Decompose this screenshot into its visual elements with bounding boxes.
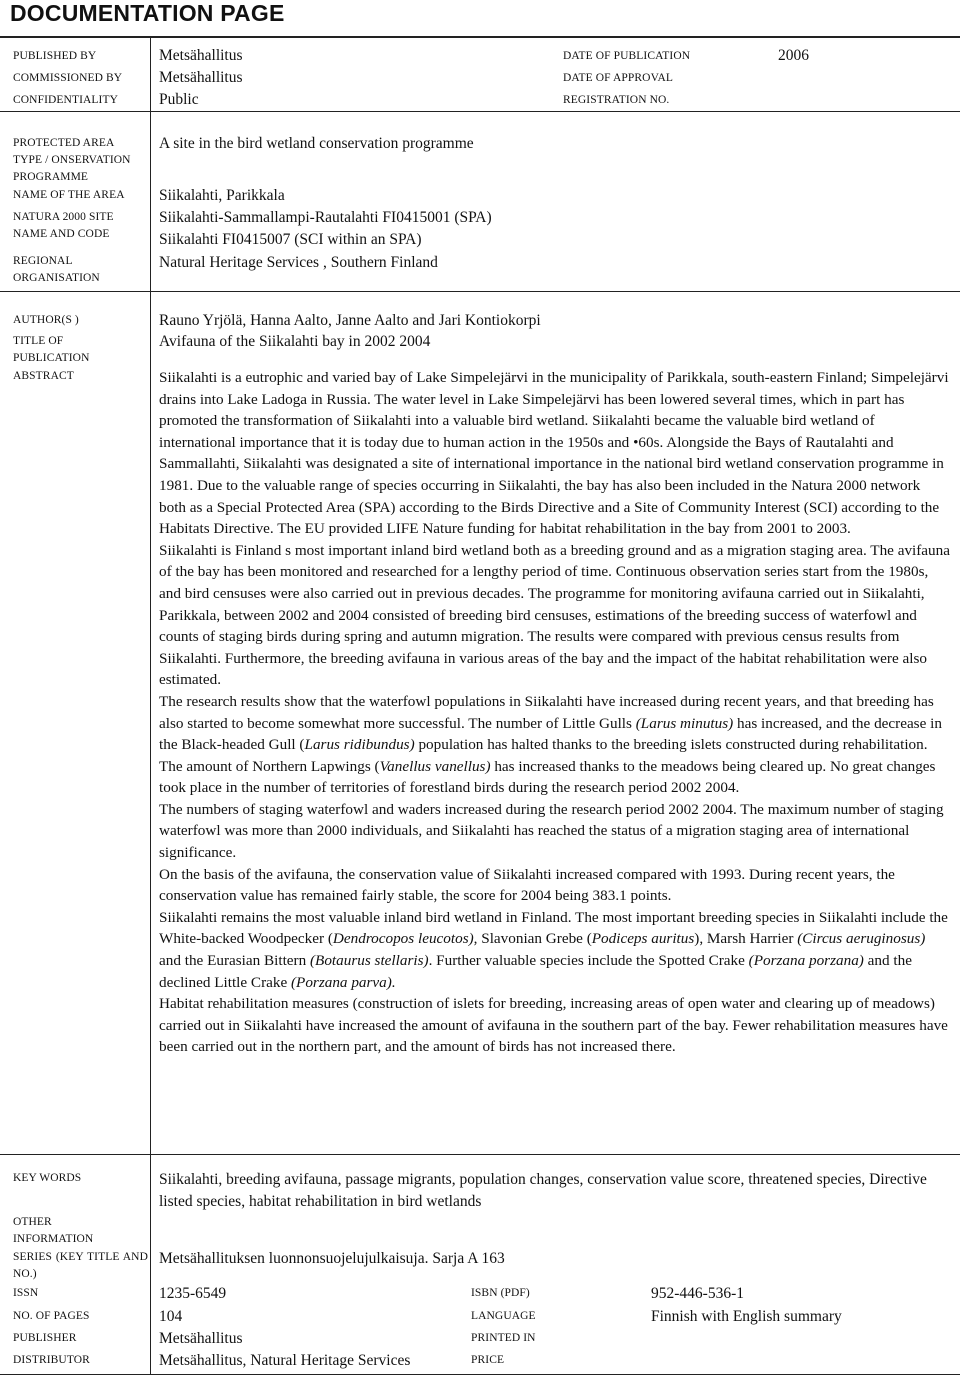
other-info-label: OTHER INFORMATION xyxy=(13,1216,94,1245)
abstract-paragraph: The numbers of staging waterfowl and waders increased during the research period 2002 2004. The maximum number of staging waterfowl was more than 2000 individuals, and Siikalahti has reached the status of a migration staging area of international significance. xyxy=(159,800,944,862)
title-value: Avifauna of the Siikalahti bay in 2002 2004 xyxy=(159,333,431,350)
regional-label: REGIONAL ORGANISATION xyxy=(13,255,100,284)
programme-label: PROTECTED AREA TYPE / ONSERVATION PROGRAMME xyxy=(13,137,131,183)
commissioned-by-label: COMMISSIONED BY xyxy=(13,72,123,84)
series-value: Metsähallituksen luonnonsuojelujulkaisuja. Sarja A 163 xyxy=(159,1250,505,1267)
keywords-label: KEY WORDS xyxy=(13,1172,82,1184)
abstract-paragraph: Habitat rehabilitation measures (construction of islets for breeding, increasing areas of open water and clearing up of meadows) carried out in Siikalahti have increased the amount of avifauna in the southern part of the bay. Fewer rehabilitation measures have been carried out in the northern part, and the amount of birds has not increased there. xyxy=(159,995,948,1056)
column-divider xyxy=(150,38,151,1374)
confidentiality-label: CONFIDENTIALITY xyxy=(13,94,118,106)
abstract-text xyxy=(159,367,951,1058)
distributor-label: DISTRIBUTOR xyxy=(13,1354,90,1366)
isbn-label: ISBN (PDF) xyxy=(471,1287,530,1299)
authors-label: AUTHOR(S ) xyxy=(13,314,79,326)
abstract-paragraph: Siikalahti is a eutrophic and varied bay of Lake Simpelejärvi in the municipality of Parikkala, south-eastern Finland; Simpelejärvi drains into Lake Ladoga in Russia. The water level in Lake Simpelejärvi has been lowered several times, which in part has promoted the transformation of Siikalahti into a valuable bird wetland. Siikalahti became the valuable bird wetland of international importance that it is today due to human action in the 1950s and •60s. Alongside the Bays of Rautalahti and Sammallahti, Siikalahti was designated a site of international importance in the national bird wetland conservation programme in 1981. Due to the valuable range of species occurring in Siikalahti, the bay has also been included in the Natura 2000 network both as a Special Protected Area (SPA) according to the Birds Directive and a Site of Community Interest (SCI) according to the Habitats Directive. The EU provided LIFE Nature funding for habitat rehabilitation in the bay from 2001 to 2003. xyxy=(159,369,949,538)
pages-value: 104 xyxy=(159,1308,183,1325)
language-value: Finnish with English summary xyxy=(651,1308,842,1325)
publisher-value: Metsähallitus xyxy=(159,1330,243,1347)
abstract-paragraph: On the basis of the avifauna, the conservation value of Siikalahti increased compared with 1993. During recent years, the conservation value has remained fairly stable, the score for 2004 being 383.1 points. xyxy=(159,865,895,905)
area-name-label: NAME OF THE AREA xyxy=(13,189,125,201)
date-of-publication-value: 2006 xyxy=(778,47,809,64)
issn-label: ISSN xyxy=(13,1287,39,1299)
date-of-publication-label: DATE OF PUBLICATION xyxy=(563,50,691,62)
natura-value-line1: Siikalahti-Sammallampi-Rautalahti FI0415001 (SPA) xyxy=(159,209,492,226)
programme-value: A site in the bird wetland conservation programme xyxy=(159,135,474,152)
regional-value: Natural Heritage Services , Southern Finland xyxy=(159,254,438,271)
date-of-approval-label: DATE OF APPROVAL xyxy=(563,72,674,84)
keywords-value: Siikalahti, breeding avifauna, passage migrants, population changes, conservation value score, threatened species, Directive listed species, habitat rehabilitation in bird wetlands xyxy=(159,1171,927,1210)
isbn-value: 952-446-536-1 xyxy=(651,1285,744,1302)
divider xyxy=(0,1154,960,1155)
divider xyxy=(0,1374,960,1375)
issn-value: 1235-6549 xyxy=(159,1285,227,1302)
divider xyxy=(0,111,960,112)
abstract-label: ABSTRACT xyxy=(13,370,74,382)
registration-no-label: REGISTRATION NO. xyxy=(563,94,670,106)
natura-label: NATURA 2000 SITE NAME AND CODE xyxy=(13,211,114,240)
abstract-paragraph: Siikalahti remains the most valuable inland bird wetland in Finland. The most important breeding species in Siikalahti include the White-backed Woodpecker (Dendrocopos leucotos), Slavonian Grebe (Podiceps auritus), Marsh Harrier (Circus aeruginosus) and the Eurasian Bittern (Botaurus stellaris). Further valuable species include the Spotted Crake (Porzana porzana) and the declined Little Crake (Porzana parva). xyxy=(159,908,948,991)
series-label: SERIES (KEY TITLE AND NO.) xyxy=(13,1251,148,1280)
page-title: DOCUMENTATION PAGE xyxy=(10,0,285,26)
title-label: TITLE OF PUBLICATION xyxy=(13,335,90,364)
natura-value-line2: Siikalahti FI0415007 (SCI within an SPA) xyxy=(159,231,422,248)
commissioned-by-value: Metsähallitus xyxy=(159,69,243,86)
abstract-paragraph: The research results show that the waterfowl populations in Siikalahti have increased during recent years, and that breeding has also started to become somewhat more successful. The number of Little Gulls (Larus minutus) has increased, and the decrease in the Black-headed Gull (Larus ridibundus) population has halted thanks to the breeding islets constructed during rehabilitation. The amount of Northern Lapwings (Vanellus vanellus) has increased thanks to the meadows being cleared up. No great changes took place in the number of territories of forestland birds during the research period 2002 2004. xyxy=(159,692,942,797)
printed-in-label: PRINTED IN xyxy=(471,1332,536,1344)
abstract-paragraph: Siikalahti is Finland s most important inland bird wetland both as a breeding ground and as a migration staging area. The avifauna of the bay has been monitored and researched for a lengthy period of time. Continuous observation series start from the 1980s, and bird censuses were also carried out in previous decades. The programme for monitoring avifauna carried out in Siikalahti, Parikkala, between 2002 and 2004 consisted of breeding bird censuses, estimations of the breeding success of waterfowl and counts of staging birds during spring and autumn migration. The results were compared with previous census results from Siikalahti. Furthermore, the breeding avifauna in various areas of the bay and the impact of the habitat rehabilitation were also estimated. xyxy=(159,541,950,689)
distributor-value: Metsähallitus, Natural Heritage Services xyxy=(159,1352,411,1369)
published-by-label: PUBLISHED BY xyxy=(13,50,97,62)
confidentiality-value: Public xyxy=(159,91,199,108)
pages-label: NO. OF PAGES xyxy=(13,1310,90,1322)
area-name-value: Siikalahti, Parikkala xyxy=(159,187,285,204)
authors-value: Rauno Yrjölä, Hanna Aalto, Janne Aalto and Jari Kontiokorpi xyxy=(159,312,541,329)
price-label: PRICE xyxy=(471,1354,505,1366)
language-label: LANGUAGE xyxy=(471,1310,536,1322)
publisher-label: PUBLISHER xyxy=(13,1332,77,1344)
divider xyxy=(0,291,960,292)
divider xyxy=(0,36,960,38)
published-by-value: Metsähallitus xyxy=(159,47,243,64)
